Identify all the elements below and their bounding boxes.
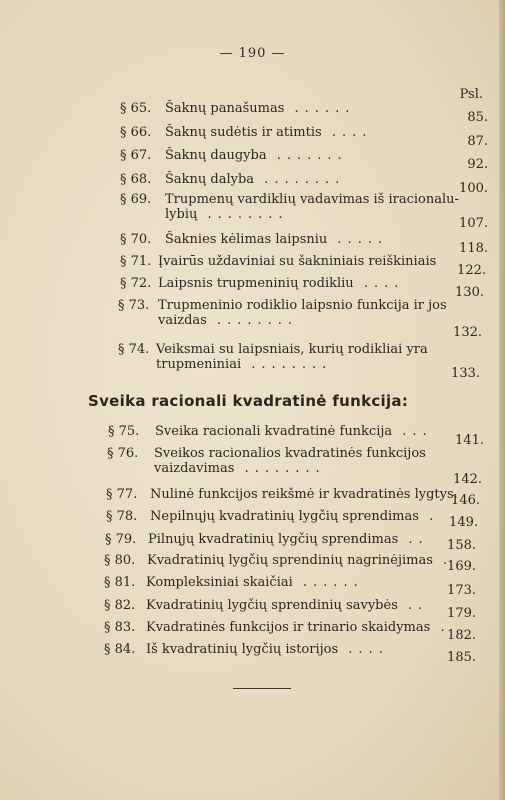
toc-entry-title xyxy=(165,125,372,140)
toc-entry-title-line: Šaknų panašumas ...... xyxy=(165,101,356,116)
closing-rule xyxy=(233,688,291,689)
toc-section-number: § 66. xyxy=(120,125,152,140)
toc-entry-title-line: Sveika racionali kvadratinė funkcija ... xyxy=(155,424,433,439)
toc-entry-title-line: Trupmenų vardiklių vadavimas iš iracionalu- xyxy=(165,192,459,207)
toc-entry-title-line: Šaknies kėlimas laipsniu ..... xyxy=(165,232,389,247)
toc-entry-title-line: Kvadratinės funkcijos ir trinario skaidymas . xyxy=(146,620,451,635)
toc-section-number: § 65. xyxy=(120,101,152,116)
toc-entry-title-line: Iš kvadratinių lygčių istorijos .... xyxy=(146,642,389,657)
toc-page-number: 142. xyxy=(453,472,482,487)
toc-section-number: § 73. xyxy=(118,298,150,313)
toc-entry-title xyxy=(148,532,429,547)
toc-entry-title xyxy=(146,642,389,657)
toc-page-number: 85. xyxy=(467,110,488,125)
toc-section-number: § 68. xyxy=(120,172,152,187)
toc-section-number: § 84. xyxy=(104,642,136,657)
toc-entry-title-line: Kvadratinių lygčių sprendinių savybės .. xyxy=(146,598,429,613)
toc-section-number: § 79. xyxy=(105,532,137,547)
toc-entry-title-line: lybių ........ xyxy=(165,207,289,222)
toc-entry xyxy=(118,298,482,340)
toc-page-number: 169. xyxy=(447,559,476,574)
toc-entry-title-line: Šaknų dalyba ........ xyxy=(165,172,346,187)
toc-entry-title xyxy=(165,101,355,116)
toc-entry-title xyxy=(165,148,348,163)
toc-entry-title-line: Sveikos racionalios kvadratinės funkcijos xyxy=(154,446,426,461)
toc-section-number: § 80. xyxy=(104,553,136,568)
toc-page-number: 107. xyxy=(459,216,488,231)
toc-entry-title-line: Kvadratinių lygčių sprendinių nagrinėjimas . xyxy=(147,553,454,568)
toc-page-number: 179. xyxy=(447,606,476,621)
page-column-header: Psl. xyxy=(459,87,483,102)
toc-entry-title xyxy=(146,620,451,635)
toc-entry-title xyxy=(158,298,447,328)
toc-entry xyxy=(107,446,482,487)
toc-page-number: 132. xyxy=(453,325,482,340)
toc-entry-title-line: vaizdavimas ........ xyxy=(154,461,326,476)
toc-section-number: § 77. xyxy=(106,487,138,502)
toc-entry xyxy=(120,192,488,231)
toc-entry-title-line: Šaknų daugyba ....... xyxy=(165,148,348,163)
toc-entry-title-line: vaizdas ........ xyxy=(158,313,299,328)
toc-entry xyxy=(104,642,476,672)
toc-section-number: § 78. xyxy=(106,509,138,524)
page-binding-edge xyxy=(499,0,505,800)
toc-entry-title-line: Kompleksiniai skaičiai ...... xyxy=(146,575,364,590)
toc-section-number: § 72. xyxy=(120,276,152,291)
toc-section-number: § 81. xyxy=(104,575,136,590)
toc-page-number: 146. xyxy=(451,493,480,508)
toc-page-number: 118. xyxy=(459,241,488,256)
toc-entry-title-line: Trupmeninio rodiklio laipsnio funkcija ir jos xyxy=(158,298,447,313)
toc-entry-title xyxy=(158,276,404,291)
toc-entry-title xyxy=(146,598,428,613)
toc-page-number: 133. xyxy=(451,366,480,381)
toc-page-number: 130. xyxy=(455,285,484,300)
toc-page-number: 100. xyxy=(459,181,488,196)
toc-page-number: 158. xyxy=(447,538,476,553)
toc-section-number: § 74. xyxy=(118,342,150,357)
toc-entry-title xyxy=(150,509,439,524)
toc-section-number: § 70. xyxy=(120,232,152,247)
toc-entry-title-line: Laipsnis trupmeninių rodikliu .... xyxy=(158,276,405,291)
toc-section-number: § 69. xyxy=(120,192,152,207)
toc-page-number: 185. xyxy=(447,650,476,665)
toc-page-number: 149. xyxy=(449,515,478,530)
toc-page-number: 182. xyxy=(447,628,476,643)
toc-entry-title-line: Įvairūs uždaviniai su šakniniais reiškiniais xyxy=(158,254,437,269)
toc-section-number: § 82. xyxy=(104,598,136,613)
toc-entry-title xyxy=(150,487,458,502)
toc-section-number: § 76. xyxy=(107,446,139,461)
toc-section-number: § 75. xyxy=(108,424,140,439)
toc-entry-title xyxy=(165,232,388,247)
toc-entry-title xyxy=(154,446,426,476)
toc-entry xyxy=(118,342,480,381)
toc-entry-title-line: Šaknų sudėtis ir atimtis .... xyxy=(165,125,373,140)
section-heading: Sveika racionali kvadratinė funkcija: xyxy=(88,392,409,410)
toc-entry-title xyxy=(155,424,433,439)
toc-entry-title xyxy=(158,254,436,269)
toc-entry-title-line: Nepilnųjų kvadratinių lygčių sprendimas . xyxy=(150,509,440,524)
toc-entry-title xyxy=(165,172,345,187)
toc-entry-title-line: Nulinė funkcijos reikšmė ir kvadratinės lygtys. xyxy=(150,487,458,502)
toc-page-number: 141. xyxy=(455,433,484,448)
toc-entry-title xyxy=(165,192,459,222)
toc-section-number: § 67. xyxy=(120,148,152,163)
toc-page-number: 122. xyxy=(457,263,486,278)
toc-entry-title xyxy=(147,553,453,568)
toc-entry-title-line: Veiksmai su laipsniais, kurių rodikliai yra xyxy=(156,342,428,357)
page-number: — 190 — xyxy=(219,46,286,61)
toc-section-number: § 71. xyxy=(120,254,152,269)
toc-entry-title xyxy=(146,575,364,590)
toc-page-number: 87. xyxy=(467,134,488,149)
toc-entry-title xyxy=(156,342,428,372)
toc-entry-title-line: trupmeniniai ........ xyxy=(156,357,333,372)
toc-entry-title-line: Pilnųjų kvadratinių lygčių sprendimas .. xyxy=(148,532,429,547)
toc-page-number: 92. xyxy=(467,157,488,172)
toc-section-number: § 83. xyxy=(104,620,136,635)
toc-page-number: 173. xyxy=(447,583,476,598)
